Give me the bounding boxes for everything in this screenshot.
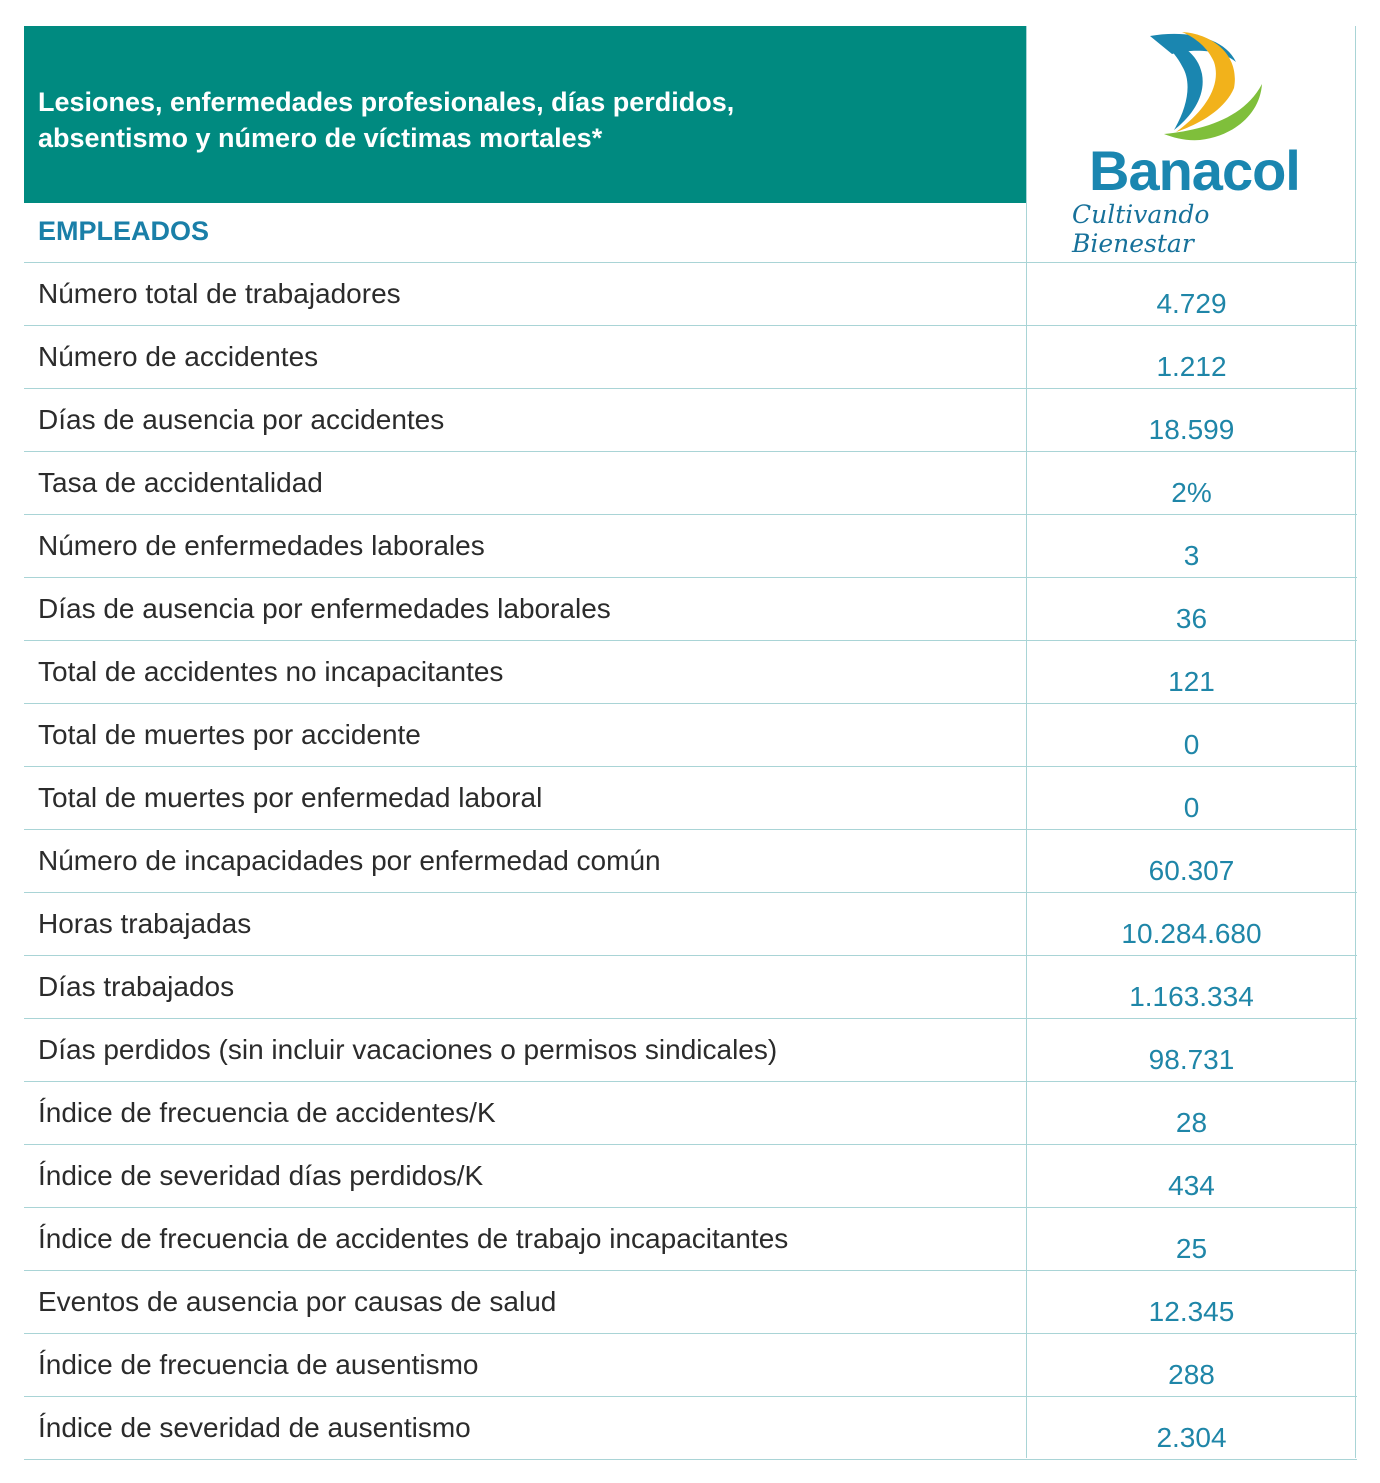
row-value: 1.212 <box>1156 351 1227 382</box>
table-title <box>38 84 938 156</box>
section-label: EMPLEADOS <box>38 216 210 246</box>
table-row <box>24 704 1357 767</box>
table-row <box>24 830 1357 893</box>
table-row <box>24 1208 1357 1271</box>
table-row <box>24 389 1357 452</box>
row-label: Número total de trabajadores <box>38 278 401 309</box>
row-value: 28 <box>1175 1107 1208 1138</box>
table-row <box>24 452 1357 515</box>
row-label: Total de muertes por accidente <box>38 719 421 750</box>
row-value: 36 <box>1175 603 1208 634</box>
row-value: 4.729 <box>1156 288 1227 319</box>
row-value: 60.307 <box>1148 855 1235 886</box>
row-value: 288 <box>1168 1359 1215 1390</box>
row-label: Número de enfermedades laborales <box>38 530 485 561</box>
row-value: 121 <box>1168 666 1215 697</box>
row-label: Tasa de accidentalidad <box>38 467 323 498</box>
row-value: 98.731 <box>1148 1044 1235 1075</box>
right-border <box>1355 26 1356 1458</box>
table-row <box>24 1145 1357 1208</box>
table-row <box>24 578 1357 641</box>
row-label: Índice de frecuencia de ausentismo <box>38 1349 479 1380</box>
row-value: 2% <box>1171 477 1212 508</box>
row-label: Índice de severidad de ausentismo <box>38 1412 471 1443</box>
row-label: Eventos de ausencia por causas de salud <box>38 1286 557 1317</box>
title-line-1: Lesiones, enfermedades profesionales, días perdidos, <box>38 87 735 117</box>
row-value: 10.284.680 <box>1121 918 1262 949</box>
banacol-logo <box>1064 26 1324 258</box>
table-row <box>24 263 1357 326</box>
row-label: Índice de frecuencia de accidentes de trabajo incapacitantes <box>38 1223 789 1254</box>
row-label: Índice de severidad días perdidos/K <box>38 1160 484 1191</box>
row-value: 0 <box>1183 729 1200 760</box>
wave-icon <box>1064 26 1324 146</box>
row-label: Total de accidentes no incapacitantes <box>38 656 504 687</box>
table-row <box>24 1271 1357 1334</box>
table-header <box>24 26 1357 263</box>
table-body <box>24 263 1357 1460</box>
row-label: Horas trabajadas <box>38 908 252 939</box>
column-divider <box>1026 26 1027 1458</box>
row-value: 434 <box>1168 1170 1215 1201</box>
logo-tagline: Cultivando Bienestar <box>1072 200 1210 258</box>
logo-wordmark: Banacol <box>1089 139 1300 202</box>
row-label: Número de incapacidades por enfermedad común <box>38 845 661 876</box>
table-row <box>24 767 1357 830</box>
row-value: 25 <box>1175 1233 1208 1264</box>
row-label: Número de accidentes <box>38 341 319 372</box>
row-label: Días de ausencia por enfermedades laborales <box>38 593 611 624</box>
table-row <box>24 1334 1357 1397</box>
table-row <box>24 1397 1357 1460</box>
table-row <box>24 641 1357 704</box>
table-row <box>24 326 1357 389</box>
row-label: Total de muertes por enfermedad laboral <box>38 782 543 813</box>
row-value: 1.163.334 <box>1129 981 1254 1012</box>
table-row <box>24 1019 1357 1082</box>
row-label: Días de ausencia por accidentes <box>38 404 445 435</box>
row-value: 18.599 <box>1148 414 1235 445</box>
injury-statistics-table <box>24 26 1357 1460</box>
row-label: Índice de frecuencia de accidentes/K <box>38 1097 496 1128</box>
row-value: 2.304 <box>1156 1422 1227 1453</box>
row-value: 12.345 <box>1148 1296 1235 1327</box>
table-row <box>24 1082 1357 1145</box>
row-value: 3 <box>1183 540 1200 571</box>
table-row <box>24 956 1357 1019</box>
table-row <box>24 893 1357 956</box>
title-box <box>24 26 1026 203</box>
table-row <box>24 515 1357 578</box>
row-label: Días perdidos (sin incluir vacaciones o permisos sindicales) <box>38 1034 778 1065</box>
title-line-2: absentismo y número de víctimas mortales* <box>38 123 603 153</box>
row-value: 0 <box>1183 792 1200 823</box>
row-label: Días trabajados <box>38 971 235 1002</box>
